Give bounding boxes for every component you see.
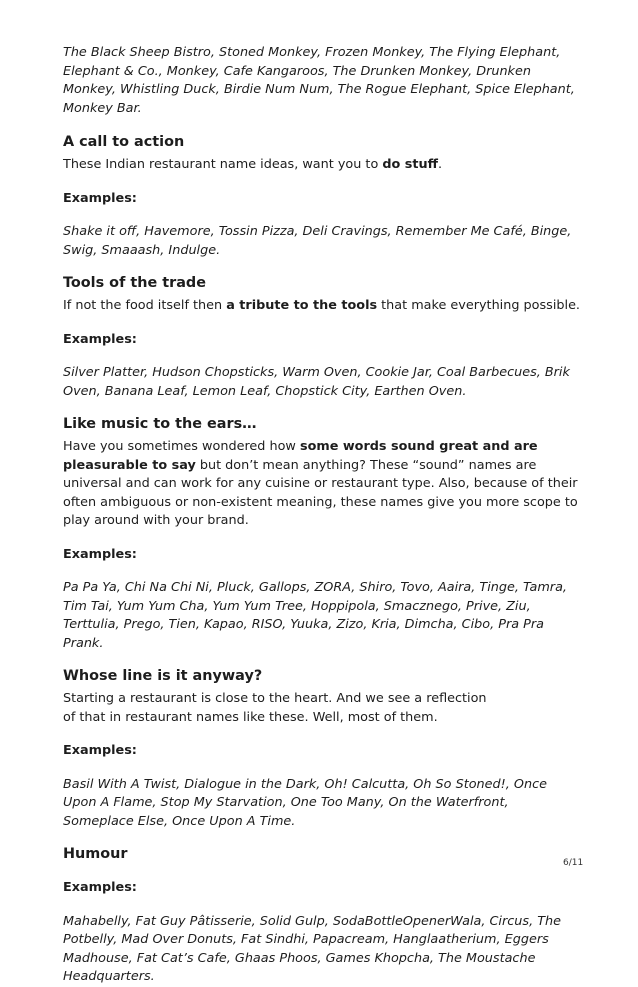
intro-examples: The Black Sheep Bistro, Stoned Monkey, Frozen Monkey, The Flying Elephant, Elephant & Co., Monkey, Cafe Kangaroos, The Drunken Monkey, Drunken Monkey, Whistling Duck, Birdie Num Num, The Rogue Elephant, Spice Elephant, Monkey Bar. (63, 45, 575, 116)
music-text: Have you sometimes wondered how some words sound great and are pleasurable to say but don’t mean anything? These “sound” names are universal and can work for any cuisine or restaurant type. Also, because of their often ambiguous or non-existent meaning, these names give you more scope to play around with your brand. (63, 439, 578, 528)
heading-call-to-action: A call to action (63, 134, 185, 150)
page-number: 6/11 (563, 858, 584, 868)
music-examples: Pa Pa Ya, Chi Na Chi Ni, Pluck, Gallops, ZORA, Shiro, Tovo, Aaira, Tinge, Tamra, Tim Tai, Yum Yum Cha, Yum Yum Tree, Hoppipola, Smacznego, Prive, Ziu, Terttulia, Prego, Tien, Kapao, RISO, Yuuka, Zizo, Kria, Dimcha, Cibo, Pra Pra Prank. (63, 580, 567, 651)
heading-humour: Humour (63, 846, 128, 862)
examples-label: Examples: (63, 546, 137, 562)
heading-whose-line: Whose line is it anyway? (63, 668, 263, 684)
examples-label: Examples: (63, 743, 137, 758)
tools-examples: Silver Platter, Hudson Chopsticks, Warm Oven, Cookie Jar, Coal Barbecues, Brik Oven, Banana Leaf, Lemon Leaf, Chopstick City, Earthen Oven. (63, 365, 570, 399)
heading-music-to-the-ears: Like music to the ears… (63, 416, 257, 432)
call-to-action-examples: Shake it off, Havemore, Tossin Pizza, Deli Cravings, Remember Me Café, Binge, Swig, Smaaash, Indulge. (63, 224, 572, 258)
examples-label: Examples: (63, 190, 137, 206)
call-to-action-text: These Indian restaurant name ideas, want you to do stuff. (63, 157, 443, 172)
heading-tools-of-the-trade: Tools of the trade (63, 275, 206, 291)
whose-line-text: Starting a restaurant is close to the heart. And we see a reflection of that in restaurant names like these. Well, most of them. (63, 691, 487, 725)
examples-label: Examples: (63, 331, 137, 347)
humour-examples: Mahabelly, Fat Guy Pâtisserie, Solid Gulp, SodaBottleOpenerWala, Circus, The Potbelly, Mad Over Donuts, Fat Sindhi, Papacream, Hanglaatherium, Eggers Madhouse, Fat Cat’s Cafe, Ghaas Phoos, Games Khopcha, The Moustache Headquarters. (63, 913, 562, 984)
tools-text: If not the food itself then a tribute to the tools that make everything possible. (63, 298, 581, 313)
document-page (63, 40, 583, 987)
whose-line-examples: Basil With A Twist, Dialogue in the Dark, Oh! Calcutta, Oh So Stoned!, Once Upon A Flame, Stop My Starvation, One Too Many, On the Waterfront, Someplace Else, Once Upon A Time. (63, 776, 548, 829)
examples-label: Examples: (63, 880, 137, 895)
